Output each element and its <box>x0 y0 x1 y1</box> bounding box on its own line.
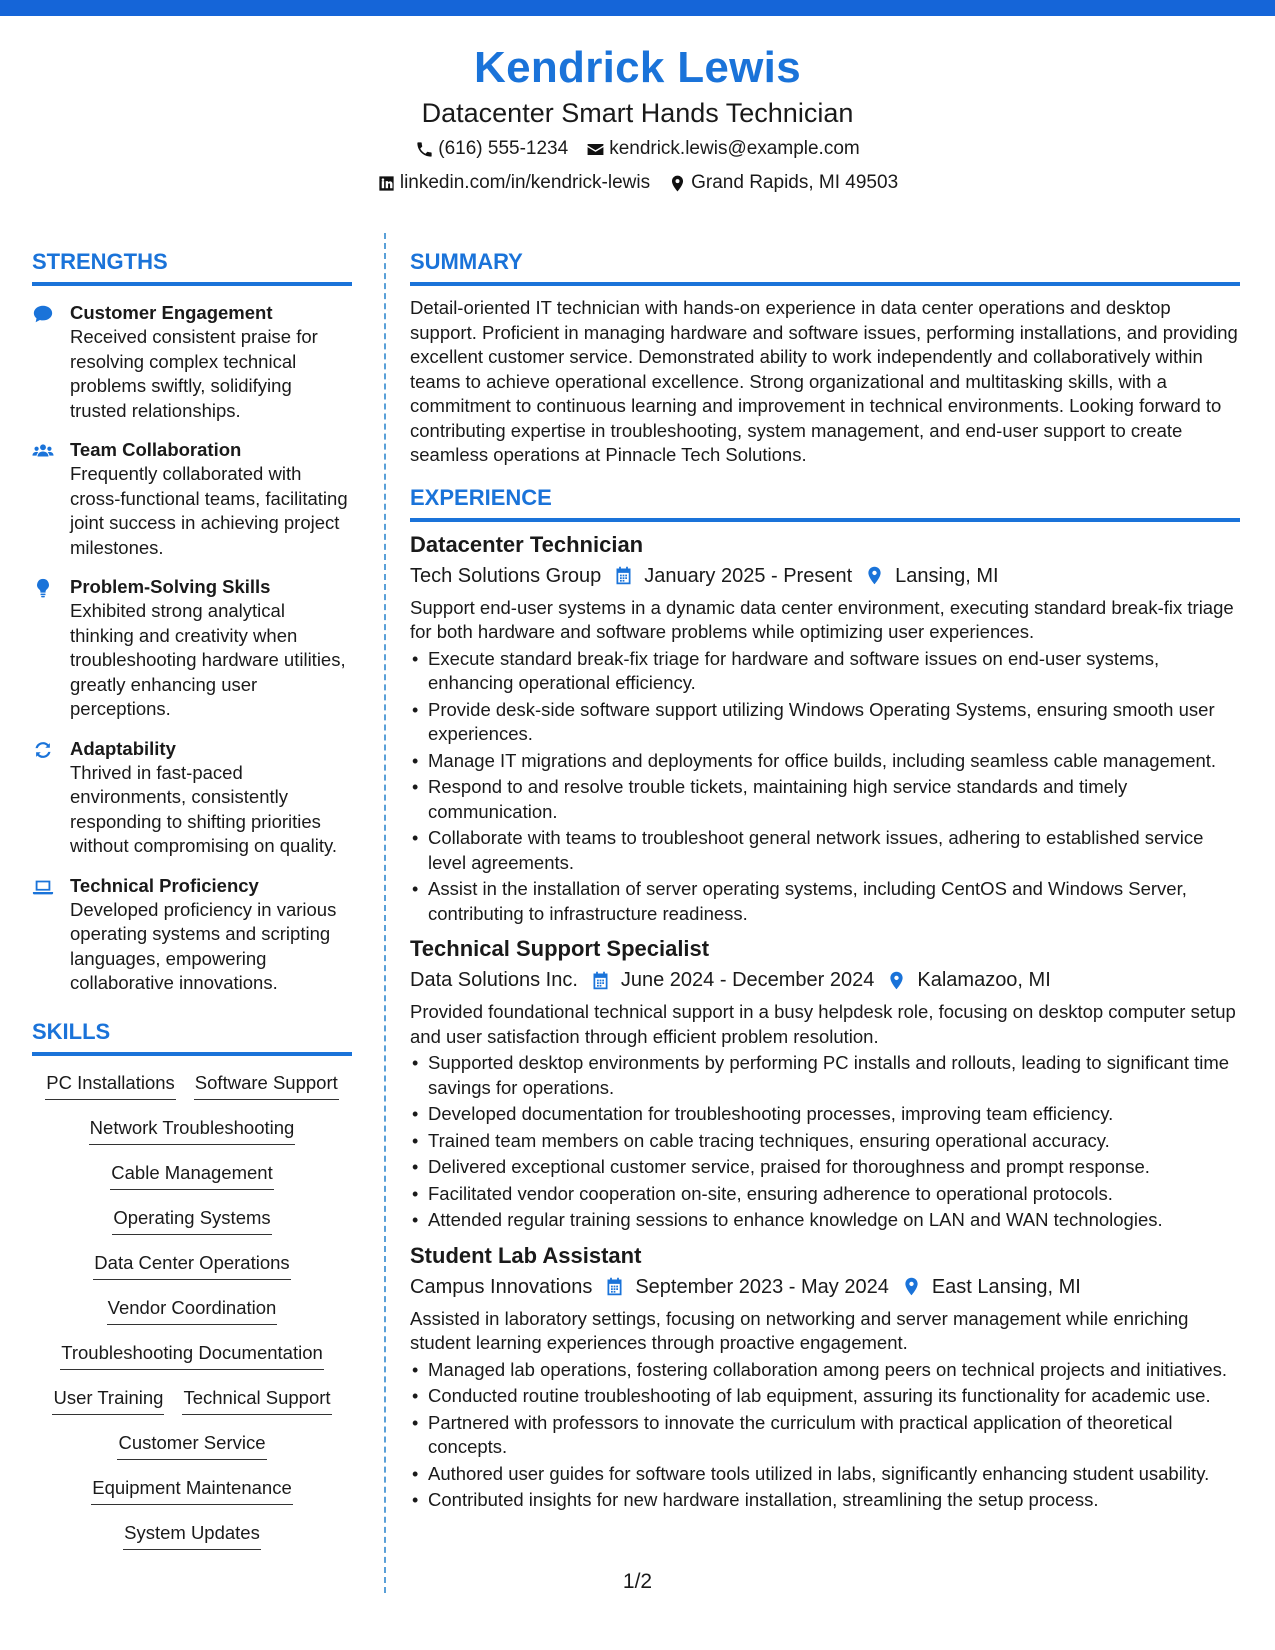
left-column <box>32 248 352 1565</box>
contact-row-1 <box>0 134 1275 164</box>
job-bullets <box>410 1358 1240 1513</box>
summary-heading: SUMMARY <box>410 248 1240 286</box>
strength-item <box>32 736 352 859</box>
skill-tag: Equipment Maintenance <box>91 1475 293 1505</box>
strength-title: Customer Engagement <box>70 302 273 323</box>
email-text: kendrick.lewis@example.com <box>609 138 860 159</box>
skill-tag: Software Support <box>194 1070 339 1100</box>
job-meta <box>410 964 1240 996</box>
resume-header <box>0 40 1275 198</box>
linkedin-icon <box>377 174 396 193</box>
right-column <box>410 248 1240 1513</box>
bullet-item: • Supported desktop environments by performing PC installs and rollouts, leading to significant time savings for operations. <box>410 1051 1240 1100</box>
bullet-item: • Partnered with professors to innovate the curriculum with practical application of theoretical concepts. <box>410 1411 1240 1460</box>
job-description: Provided foundational technical support in a busy helpdesk role, focusing on desktop computer setup and user satisfaction through efficient problem resolution. <box>410 1001 1236 1047</box>
strength-title: Problem-Solving Skills <box>70 576 271 597</box>
bullet-item: • Managed lab operations, fostering collaboration among peers on technical projects and initiatives. <box>410 1358 1240 1383</box>
skill-tag: Vendor Coordination <box>107 1295 278 1325</box>
strength-item <box>32 873 352 996</box>
skill-tag: System Updates <box>123 1520 261 1550</box>
job-company: Campus Innovations <box>410 1275 593 1298</box>
job-description: Support end-user systems in a dynamic data center environment, executing standard break-fix triage for both hardware and software problems while optimizing user experiences. <box>410 596 1234 642</box>
job-dates: June 2024 - December 2024 <box>620 969 875 991</box>
skill-tag: Operating Systems <box>112 1205 271 1235</box>
strength-desc: Thrived in fast-paced environments, consistently responding to shifting priorities without compromising on quality. <box>70 761 338 856</box>
candidate-title: Datacenter Smart Hands Technician <box>421 98 854 128</box>
job-description: Assisted in laboratory settings, focusing on networking and server management while enriching student learning experiences through proactive engagement. <box>410 1307 1189 1353</box>
lightbulb-icon <box>32 577 54 599</box>
skill-tag: Technical Support <box>182 1385 331 1415</box>
skill-tag: Customer Service <box>117 1430 266 1460</box>
bullet-item: • Delivered exceptional customer service, praised for thoroughness and prompt response. <box>410 1155 1240 1180</box>
candidate-name: Kendrick Lewis <box>474 43 801 92</box>
bullet-item: • Authored user guides for software tools utilized in labs, significantly enhancing student usability. <box>410 1462 1240 1487</box>
skill-tag: PC Installations <box>45 1070 176 1100</box>
bullet-item: • Assist in the installation of server operating systems, including CentOS and Windows Server, contributing to infrastructure readiness. <box>410 877 1240 926</box>
strength-desc: Developed proficiency in various operating systems and scripting languages, empowering collaborative innovations. <box>70 898 337 993</box>
bullet-item: • Collaborate with teams to troubleshoot general network issues, adhering to established service level agreements. <box>410 826 1240 875</box>
job-company: Data Solutions Inc. <box>410 969 578 991</box>
column-divider <box>384 233 386 1593</box>
bullet-item: • Execute standard break-fix triage for hardware and software issues on end-user systems, enhancing operational efficiency. <box>410 647 1240 696</box>
skill-tag: Data Center Operations <box>93 1250 290 1280</box>
job-bullets <box>410 647 1240 927</box>
phone-text: (616) 555-1234 <box>438 138 569 159</box>
map-pin-icon <box>864 565 885 586</box>
job-meta <box>410 560 1240 592</box>
strength-item <box>32 574 352 722</box>
job-title: Technical Support Specialist <box>410 936 710 961</box>
linkedin-contact[interactable] <box>377 168 650 198</box>
location-text: Grand Rapids, MI 49503 <box>691 172 899 193</box>
envelope-icon <box>586 140 605 159</box>
job-entry <box>410 934 1240 1233</box>
skill-tag: Troubleshooting Documentation <box>60 1340 324 1370</box>
top-accent-bar <box>0 0 1275 16</box>
strength-title: Technical Proficiency <box>70 874 259 896</box>
email-contact[interactable] <box>586 134 860 164</box>
bullet-item: • Respond to and resolve trouble tickets, maintaining high service standards and timely communication. <box>410 775 1240 824</box>
contact-row-2 <box>0 168 1275 198</box>
map-pin-icon <box>901 1276 922 1297</box>
strength-title: Team Collaboration <box>70 439 242 460</box>
job-location: Lansing, MI <box>895 564 999 587</box>
summary-text: Detail-oriented IT technician with hands-on experience in data center operations and desktop support. Proficient in managing hardware and software issues, performing installations, and providing excellent customer service. Demonstrated ability to work independently and collaboratively within teams to achieve operational excellence. Strong organizational and multitasking skills, with a commitment to continuous learning and improvement in technical environments. Looking forward to contributing expertise in troubleshooting, system management, and end-user support to create seamless operations at Pinnacle Tech Solutions. <box>410 297 1238 465</box>
linkedin-text: linkedin.com/in/kendrick-lewis <box>399 172 651 193</box>
bullet-item: • Developed documentation for troubleshooting processes, improving team efficiency. <box>410 1102 1240 1127</box>
skills-list <box>32 1070 352 1565</box>
refresh-icon <box>32 739 54 761</box>
map-pin-icon <box>886 970 907 991</box>
bullet-item: • Conducted routine troubleshooting of lab equipment, assuring its functionality for academic use. <box>410 1384 1240 1409</box>
strengths-heading: STRENGTHS <box>32 248 352 286</box>
job-entry <box>410 1241 1240 1513</box>
page-number: 1/2 <box>622 1570 653 1593</box>
skill-tag: Network Troubleshooting <box>89 1115 296 1145</box>
job-meta <box>410 1271 1240 1303</box>
users-icon <box>32 440 54 462</box>
location-contact <box>668 168 898 198</box>
strength-item <box>32 300 352 423</box>
strength-desc: Exhibited strong analytical thinking and creativity when troubleshooting hardware utilities, greatly enhancing user perceptions. <box>70 600 346 719</box>
job-dates: September 2023 - May 2024 <box>635 1275 889 1298</box>
calendar-icon <box>590 970 611 991</box>
bullet-item: • Trained team members on cable tracing techniques, ensuring operational accuracy. <box>410 1129 1240 1154</box>
chat-bubble-icon <box>32 303 54 325</box>
calendar-icon <box>613 565 634 586</box>
job-company: Tech Solutions Group <box>410 564 602 587</box>
bullet-item: • Provide desk-side software support utilizing Windows Operating Systems, ensuring smooth user experiences. <box>410 698 1240 747</box>
skill-tag: Cable Management <box>110 1160 273 1190</box>
laptop-icon <box>32 876 54 898</box>
bullet-item: • Manage IT migrations and deployments for office builds, including seamless cable management. <box>410 749 1240 774</box>
job-title: Student Lab Assistant <box>410 1242 642 1268</box>
strength-item <box>32 437 352 560</box>
job-location: East Lansing, MI <box>931 1275 1081 1298</box>
experience-heading: EXPERIENCE <box>410 484 1240 522</box>
job-title: Datacenter Technician <box>410 531 644 557</box>
bullet-item: • Facilitated vendor cooperation on-site, ensuring adherence to operational protocols. <box>410 1182 1240 1207</box>
phone-icon <box>415 140 434 159</box>
map-pin-icon <box>668 174 687 193</box>
job-dates: January 2025 - Present <box>644 564 853 587</box>
calendar-icon <box>604 1276 625 1297</box>
strength-desc: Frequently collaborated with cross-functional teams, facilitating joint success in achieving project milestones. <box>70 463 348 558</box>
phone-contact <box>415 134 568 164</box>
strength-desc: Received consistent praise for resolving complex technical problems swiftly, solidifying trusted relationships. <box>70 326 318 421</box>
job-entry <box>410 530 1240 927</box>
strength-title: Adaptability <box>70 737 176 759</box>
job-location: Kalamazoo, MI <box>917 969 1051 991</box>
bullet-item: • Contributed insights for new hardware installation, streamlining the setup process. <box>410 1488 1240 1513</box>
job-bullets <box>410 1051 1240 1233</box>
bullet-item: • Attended regular training sessions to enhance knowledge on LAN and WAN technologies. <box>410 1208 1240 1233</box>
skills-heading: SKILLS <box>32 1018 352 1056</box>
skill-tag: User Training <box>52 1385 164 1415</box>
